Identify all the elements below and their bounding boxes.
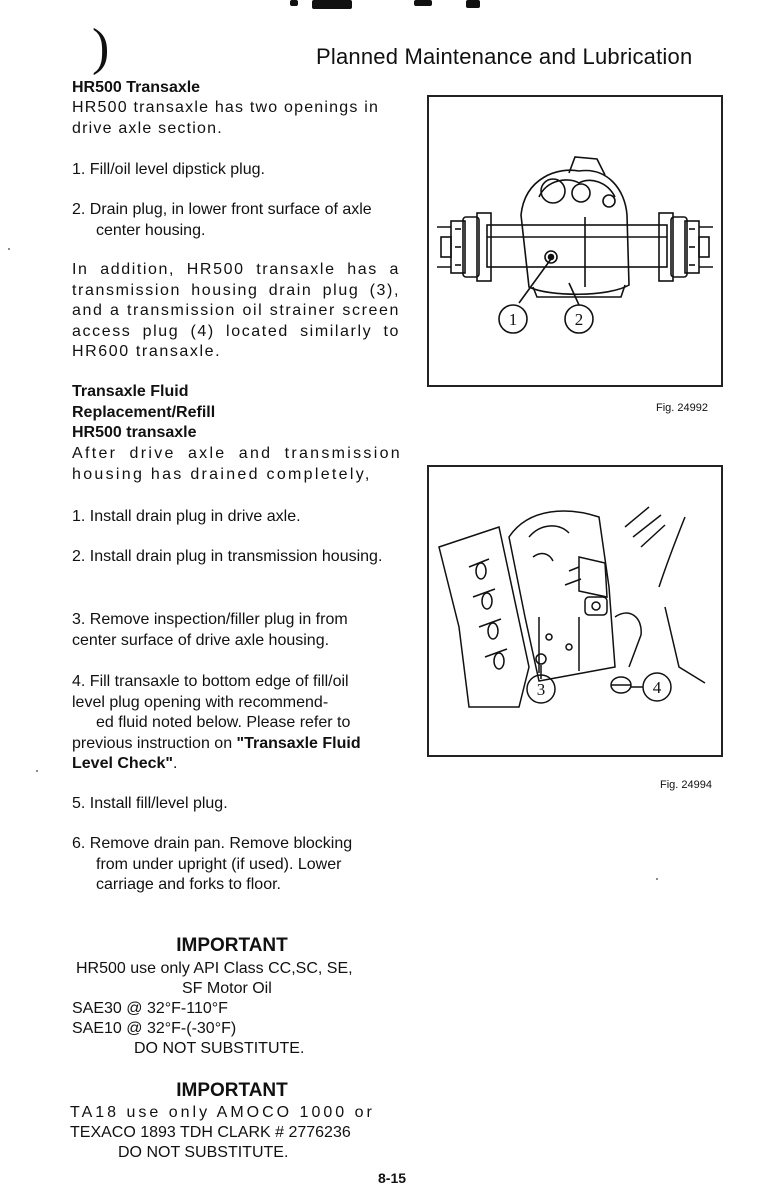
cross-reference: "Transaxle Fluid Level Check" — [72, 734, 361, 772]
page-title: Planned Maintenance and Lubrication — [316, 44, 693, 69]
important-line: DO NOT SUBSTITUTE. — [134, 1040, 305, 1057]
important-line: SF Motor Oil — [182, 980, 272, 997]
important-line: SAE10 @ 32°F-(-30°F) — [72, 1020, 237, 1037]
scan-speck — [8, 248, 10, 250]
section-intro: After drive axle and transmission housing has drained completely, — [72, 445, 402, 483]
scan-mark — [312, 0, 352, 9]
step-item: 2. Install drain plug in transmission housing. — [72, 548, 383, 565]
figure-caption: Fig. 24994 — [660, 779, 712, 791]
scan-speck — [36, 770, 38, 772]
scan-mark — [466, 0, 480, 8]
figure-drive-axle — [427, 95, 723, 387]
important-line: TA18 use only AMOCO 1000 or — [70, 1104, 375, 1121]
important-title: IMPORTANT — [176, 1080, 288, 1101]
step-line — [72, 734, 402, 775]
drive-axle-illustration — [429, 97, 721, 385]
step-item: 5. Install fill/level plug. — [72, 795, 228, 812]
step-line: ed fluid noted below. Please refer to — [96, 714, 351, 731]
important-line: TEXACO 1893 TDH CLARK # 2776236 — [70, 1124, 351, 1141]
figure-caption: Fig. 24992 — [656, 402, 708, 414]
important-title: IMPORTANT — [176, 935, 288, 956]
heading-line: Transaxle Fluid — [72, 383, 189, 400]
callout-2: 2 — [574, 310, 584, 329]
list-item: 1. Fill/oil level dipstick plug. — [72, 161, 265, 178]
important-line: HR500 use only API Class CC,SC, SE, — [76, 960, 353, 977]
step-text: previous instruction on — [72, 734, 237, 752]
heading-line: Replacement/Refill — [72, 403, 216, 421]
figure-transmission-housing — [427, 465, 723, 757]
section-heading-refill — [72, 382, 402, 444]
section-intro: HR500 transaxle has two openings in drive axle section. — [72, 99, 380, 137]
step-item: 6. Remove drain pan. Remove blocking from under upright (if used). Lower carriage and forks to floor. — [72, 835, 353, 893]
section-heading-hr500: HR500 Transaxle — [72, 79, 201, 96]
step-item: 3. Remove inspection/filler plug in from center surface of drive axle housing. — [72, 611, 348, 649]
list-item: 2. Drain plug, in lower front surface of axle center housing. — [72, 201, 372, 239]
step-text: . — [172, 755, 178, 772]
important-line: SAE30 @ 32°F-110°F — [72, 1000, 228, 1017]
scan-speck — [656, 878, 658, 880]
step-item — [72, 672, 402, 775]
step-line: level plug opening with recommend- — [72, 693, 329, 711]
heading-line: HR500 transaxle — [72, 424, 197, 441]
important-line: DO NOT SUBSTITUTE. — [118, 1144, 289, 1161]
step-item: 1. Install drain plug in drive axle. — [72, 508, 301, 525]
callout-4: 4 — [652, 678, 662, 697]
scan-mark — [414, 0, 432, 6]
callout-1: 1 — [508, 310, 518, 329]
page-number: 8-15 — [378, 1170, 407, 1186]
callout-3: 3 — [536, 680, 546, 699]
header-bracket: ) — [92, 19, 110, 76]
scan-mark — [290, 0, 298, 6]
transmission-housing-illustration — [429, 467, 721, 755]
step-line: 4. Fill transaxle to bottom edge of fill/oil — [72, 673, 349, 690]
section-paragraph: In addition, HR500 transaxle has a transmission housing drain plug (3), and a transmission oil strainer screen access plug (4) located similarly to HR600 transaxle. — [72, 261, 400, 360]
